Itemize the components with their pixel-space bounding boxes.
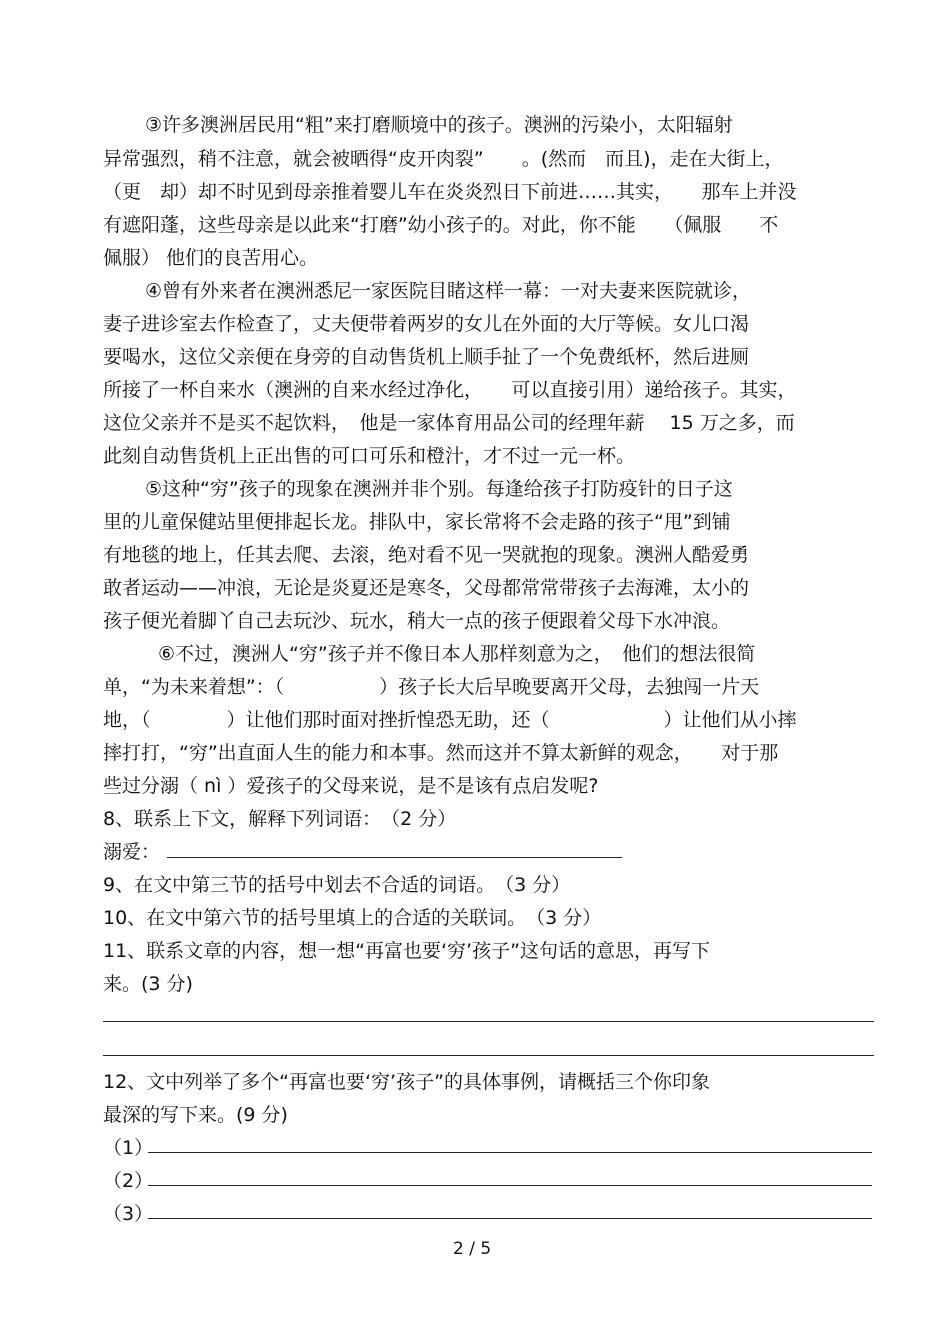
item-label-2: （2） bbox=[103, 1170, 154, 1192]
question-8: 8、联系上下文，解释下列词语： （2 分） bbox=[103, 808, 457, 830]
question-12-cont: 最深的写下来。(9 分) bbox=[103, 1104, 288, 1126]
question-11: 11、联系文章的内容，想一想“再富也要‘穷’孩子”这句话的意思，再写下 bbox=[103, 940, 710, 962]
text-line: 有遮阳蓬，这些母亲是以此来“打磨”幼小孩子的。对此，你不能 （佩服 不 bbox=[103, 214, 779, 236]
answer-line-q11[interactable] bbox=[103, 1021, 874, 1022]
text-line: 摔打打，“穷”出直面人生的能力和本事。然而这并不算太新鲜的观念， 对于那 bbox=[103, 742, 779, 764]
question-12: 12、文中列举了多个“再富也要‘穷’孩子”的具体事例，请概括三个你印象 bbox=[103, 1071, 710, 1093]
text-line: 地，（ ）让他们那时面对挫折惶恐无助，还（ ）让他们从小摔 bbox=[103, 709, 797, 731]
question-8-term: 溺爱： bbox=[103, 841, 161, 863]
page-number: 2 / 5 bbox=[453, 1239, 492, 1259]
text-line: ④曾有外来者在澳洲悉尼一家医院目睹这样一幕：一对夫妻来医院就诊， bbox=[145, 280, 752, 302]
text-line: ③许多澳洲居民用“粗”来打磨顺境中的孩子。澳洲的污染小，太阳辐射 bbox=[145, 114, 733, 136]
text-line: 所接了一杯自来水（澳洲的自来水经过净化， 可以直接引用）递给孩子。其实， bbox=[103, 379, 797, 401]
text-line: 要喝水，这位父亲便在身旁的自动售货机上顺手扯了一个免费纸杯，然后进厕 bbox=[103, 346, 750, 368]
question-9: 9、在文中第三节的括号中划去不合适的词语。 （3 分） bbox=[103, 874, 571, 896]
question-11-cont: 来。(3 分) bbox=[103, 973, 193, 995]
text-line: ⑥不过，澳洲人“穷”孩子并不像日本人那样刻意为之， 他们的想法很简 bbox=[158, 643, 756, 665]
text-line: （更 却）却不时见到母亲推着婴儿车在炎炎烈日下前进……其实， 那车上并没 bbox=[103, 181, 797, 203]
text-line: 有地毯的地上，任其去爬、去滚，绝对看不见一哭就抱的现象。澳洲人酷爱勇 bbox=[103, 544, 750, 566]
text-line: 这位父亲并不是买不起饮料， 他是一家体育用品公司的经理年薪 15 万之多，而 bbox=[103, 412, 795, 434]
text-line: 些过分溺（ nì ）爱孩子的父母来说，是不是该有点启发呢? bbox=[103, 775, 599, 797]
text-line: 异常强烈，稍不注意，就会被晒得“皮开肉裂” 。(然而 而且)，走在大街上， bbox=[103, 148, 784, 170]
text-line: 此刻自动售货机上正出售的可口可乐和橙汁，才不过一元一杯。 bbox=[103, 445, 636, 467]
text-line: ⑤这种“穷”孩子的现象在澳洲并非个别。每逢给孩子打防疫针的日子这 bbox=[145, 478, 733, 500]
text-line: 孩子便光着脚丫自己去玩沙、玩水，稍大一点的孩子便跟着父母下水冲浪。 bbox=[103, 610, 731, 632]
text-line: 单，“为未来着想”：（ ）孩子长大后早晚要离开父母，去独闯一片天 bbox=[103, 676, 760, 698]
answer-line-q11[interactable] bbox=[103, 1055, 874, 1056]
item-label-1: （1） bbox=[103, 1137, 154, 1159]
answer-line-q12-1[interactable] bbox=[148, 1152, 872, 1153]
text-line: 敢者运动——冲浪，无论是炎夏还是寒冬，父母都常常带孩子去海滩，太小的 bbox=[103, 577, 750, 599]
question-10: 10、在文中第六节的括号里填上的合适的关联词。 （3 分） bbox=[103, 907, 602, 929]
text-line: 妻子进诊室去作检查了，丈夫便带着两岁的女儿在外面的大厅等候。女儿口渴 bbox=[103, 313, 750, 335]
text-line: 佩服） 他们的良苦用心。 bbox=[103, 247, 319, 269]
answer-line-q8[interactable] bbox=[167, 857, 622, 858]
answer-line-q12-2[interactable] bbox=[148, 1185, 872, 1186]
item-label-3: （3） bbox=[103, 1203, 154, 1225]
answer-line-q12-3[interactable] bbox=[148, 1218, 872, 1219]
text-line: 里的儿童保健站里便排起长龙。排队中，家长常将不会走路的孩子“甩”到铺 bbox=[103, 511, 731, 533]
